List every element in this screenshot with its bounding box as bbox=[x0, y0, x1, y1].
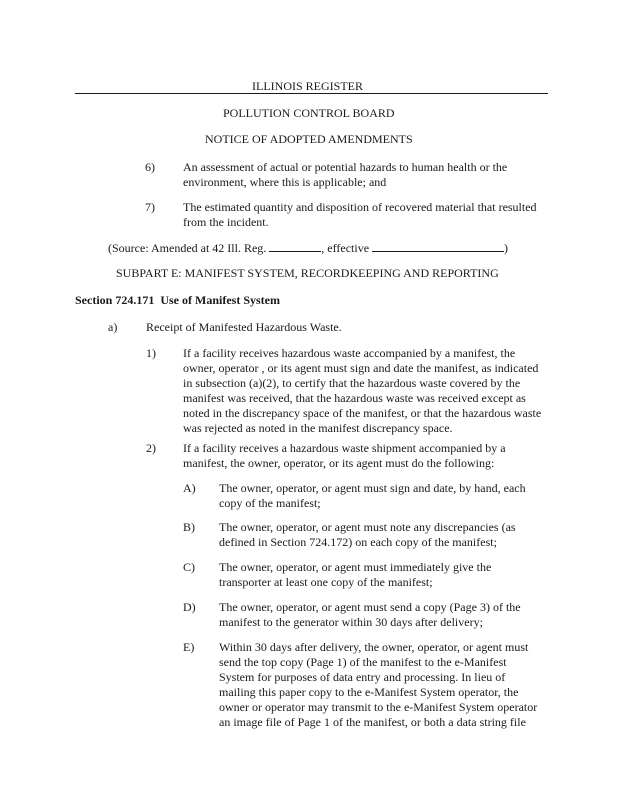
paragraph-marker: 1) bbox=[146, 346, 156, 360]
header-rule bbox=[75, 93, 548, 94]
subsection-text: Receipt of Manifested Hazardous Waste. bbox=[146, 320, 342, 334]
item-text-line: The estimated quantity and disposition of recovered material that resulted bbox=[183, 200, 537, 214]
register-title: ILLINOIS REGISTER bbox=[252, 79, 363, 93]
section-number: Section 724.171 bbox=[75, 293, 155, 307]
subitem-line: The owner, operator, or agent must send a copy (Page 3) of the bbox=[219, 600, 521, 614]
subitem-marker: B) bbox=[183, 520, 195, 534]
source-middle: , effective bbox=[321, 241, 370, 255]
subitem-line: mailing this paper copy to the e-Manifest System operator, the bbox=[219, 685, 519, 699]
item-text-line: environment, where this is applicable; and bbox=[183, 175, 387, 189]
source-suffix: ) bbox=[504, 241, 509, 255]
subitem-line: copy of the manifest; bbox=[219, 496, 321, 510]
subitem-line: System for purposes of data entry and processing. In lieu of bbox=[219, 670, 506, 684]
source-prefix: (Source: Amended at 42 Ill. Reg. bbox=[108, 241, 267, 255]
paragraph-line: manifest was received, that the hazardous waste was received except as bbox=[183, 391, 526, 405]
subitem-line: defined in Section 724.172) on each copy of the manifest; bbox=[219, 535, 497, 549]
agency-title: POLLUTION CONTROL BOARD bbox=[223, 106, 395, 120]
paragraph-marker: 2) bbox=[146, 441, 156, 455]
subitem-line: The owner, operator, or agent must note any discrepancies (as bbox=[219, 520, 516, 534]
source-line bbox=[108, 240, 508, 256]
notice-title: NOTICE OF ADOPTED AMENDMENTS bbox=[205, 132, 413, 146]
source-blank-date bbox=[372, 240, 504, 252]
paragraph-line: noted in the discrepancy space of the manifest, or that the hazardous waste bbox=[183, 406, 542, 420]
subitem-line: Within 30 days after delivery, the owner, operator, or agent must bbox=[219, 640, 529, 654]
subitem-line: transporter at least one copy of the manifest; bbox=[219, 575, 433, 589]
subitem-marker: A) bbox=[183, 481, 196, 495]
paragraph-line: If a facility receives hazardous waste accompanied by a manifest, the bbox=[183, 346, 516, 360]
source-blank-reg bbox=[269, 240, 321, 252]
subitem-line: an image file of Page 1 of the manifest, or both a data string file bbox=[219, 715, 526, 729]
paragraph-line: owner, operator , or its agent must sign and date the manifest, as indicated bbox=[183, 361, 539, 375]
section-heading bbox=[75, 293, 280, 308]
paragraph-line: in subsection (a)(2), to certify that the hazardous waste covered by the bbox=[183, 376, 521, 390]
subitem-line: The owner, operator, or agent must sign and date, by hand, each bbox=[219, 481, 526, 495]
subitem-marker: E) bbox=[183, 640, 195, 654]
subitem-line: owner or operator may transmit to the e-Manifest System operator bbox=[219, 700, 538, 714]
subpart-heading: SUBPART E: MANIFEST SYSTEM, RECORDKEEPING AND REPORTING bbox=[116, 266, 499, 280]
subitem-marker: C) bbox=[183, 560, 195, 574]
subitem-line: The owner, operator, or agent must immediately give the bbox=[219, 560, 492, 574]
item-text-line: An assessment of actual or potential hazards to human health or the bbox=[183, 160, 508, 174]
paragraph-line: was rejected as noted in the manifest discrepancy space. bbox=[183, 421, 453, 435]
item-text-line: from the incident. bbox=[183, 215, 269, 229]
subitem-marker: D) bbox=[183, 600, 196, 614]
paragraph-line: manifest, the owner, operator, or its agent must do the following: bbox=[183, 456, 495, 470]
item-marker: 7) bbox=[145, 200, 155, 214]
item-marker: 6) bbox=[145, 160, 155, 174]
section-title: Use of Manifest System bbox=[160, 293, 280, 307]
paragraph-line: If a facility receives a hazardous waste shipment accompanied by a bbox=[183, 441, 506, 455]
subitem-line: send the top copy (Page 1) of the manifest to the e-Manifest bbox=[219, 655, 507, 669]
subsection-marker: a) bbox=[108, 320, 118, 334]
subitem-line: manifest to the generator within 30 days after delivery; bbox=[219, 615, 483, 629]
